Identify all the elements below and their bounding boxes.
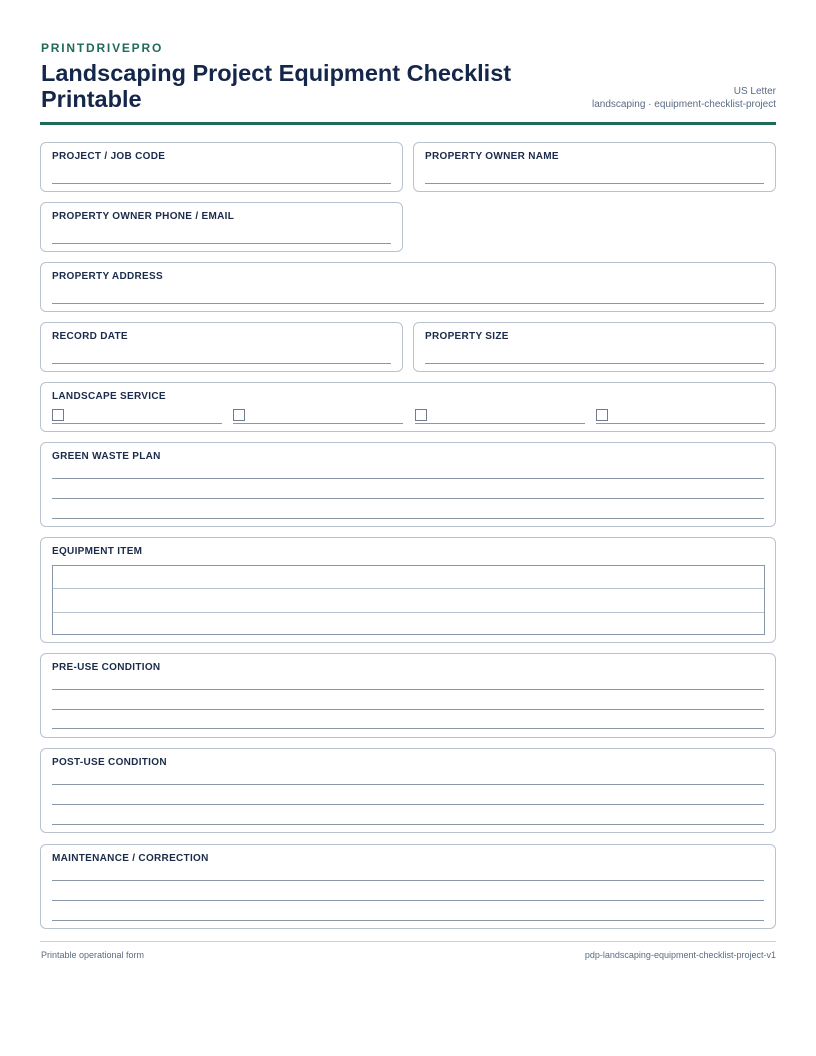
footer-description: Printable operational form [41, 950, 145, 960]
write-line[interactable] [52, 804, 764, 805]
property-owner-name-field[interactable] [413, 142, 776, 192]
paper-size: US Letter [733, 86, 776, 97]
write-line[interactable] [52, 689, 764, 690]
write-line[interactable] [415, 423, 585, 424]
checkbox[interactable] [415, 409, 427, 421]
write-line[interactable] [52, 243, 391, 244]
equipment-item-field [40, 537, 776, 643]
field-label: PROPERTY SIZE [425, 331, 509, 342]
tags: landscaping · equipment-checklist-project [592, 99, 776, 110]
field-label: POST-USE CONDITION [52, 757, 167, 768]
write-line[interactable] [596, 423, 765, 424]
field-label: LANDSCAPE SERVICE [52, 391, 166, 402]
field-label: GREEN WASTE PLAN [52, 451, 161, 462]
write-line[interactable] [52, 920, 764, 921]
write-line[interactable] [52, 880, 764, 881]
service-option-1[interactable] [52, 409, 222, 423]
field-label: EQUIPMENT ITEM [52, 546, 143, 557]
write-line[interactable] [425, 363, 764, 364]
write-line[interactable] [52, 784, 764, 785]
write-line[interactable] [52, 518, 764, 519]
maintenance-correction-field[interactable] [40, 844, 776, 929]
project-job-code-field[interactable] [40, 142, 403, 192]
checkbox[interactable] [233, 409, 245, 421]
record-date-field[interactable] [40, 322, 403, 372]
service-option-4[interactable] [596, 409, 765, 423]
write-line[interactable] [425, 183, 764, 184]
brand-name: PRINTDRIVEPRO [41, 41, 164, 55]
write-line[interactable] [52, 709, 764, 710]
service-option-3[interactable] [415, 409, 585, 423]
pre-use-condition-field[interactable] [40, 653, 776, 738]
write-line[interactable] [52, 728, 764, 729]
table-row[interactable] [53, 566, 764, 589]
write-line[interactable] [52, 423, 222, 424]
write-line[interactable] [233, 423, 403, 424]
checkbox[interactable] [596, 409, 608, 421]
field-label: MAINTENANCE / CORRECTION [52, 853, 209, 864]
equipment-table [52, 565, 765, 635]
write-line[interactable] [52, 478, 764, 479]
write-line[interactable] [52, 498, 764, 499]
header-rule [40, 122, 776, 125]
write-line[interactable] [52, 183, 391, 184]
landscape-service-field [40, 382, 776, 432]
write-line[interactable] [52, 303, 764, 304]
property-owner-contact-field[interactable] [40, 202, 403, 252]
header-meta [592, 85, 776, 111]
page-title: Landscaping Project Equipment Checklist Printable [41, 60, 512, 112]
field-label: PROPERTY OWNER PHONE / EMAIL [52, 211, 235, 222]
field-label: PRE-USE CONDITION [52, 662, 161, 673]
footer-form-id: pdp-landscaping-equipment-checklist-project-v1 [584, 950, 776, 960]
table-row[interactable] [53, 613, 764, 636]
table-row[interactable] [53, 589, 764, 612]
write-line[interactable] [52, 363, 391, 364]
property-size-field[interactable] [413, 322, 776, 372]
field-label: PROPERTY OWNER NAME [425, 151, 559, 162]
field-label: PROJECT / JOB CODE [52, 151, 166, 162]
footer-rule [40, 941, 776, 942]
green-waste-plan-field[interactable] [40, 442, 776, 527]
field-label: PROPERTY ADDRESS [52, 271, 163, 282]
property-address-field[interactable] [40, 262, 776, 312]
post-use-condition-field[interactable] [40, 748, 776, 833]
write-line[interactable] [52, 824, 764, 825]
write-line[interactable] [52, 900, 764, 901]
checkbox[interactable] [52, 409, 64, 421]
field-label: RECORD DATE [52, 331, 128, 342]
service-option-2[interactable] [233, 409, 403, 423]
